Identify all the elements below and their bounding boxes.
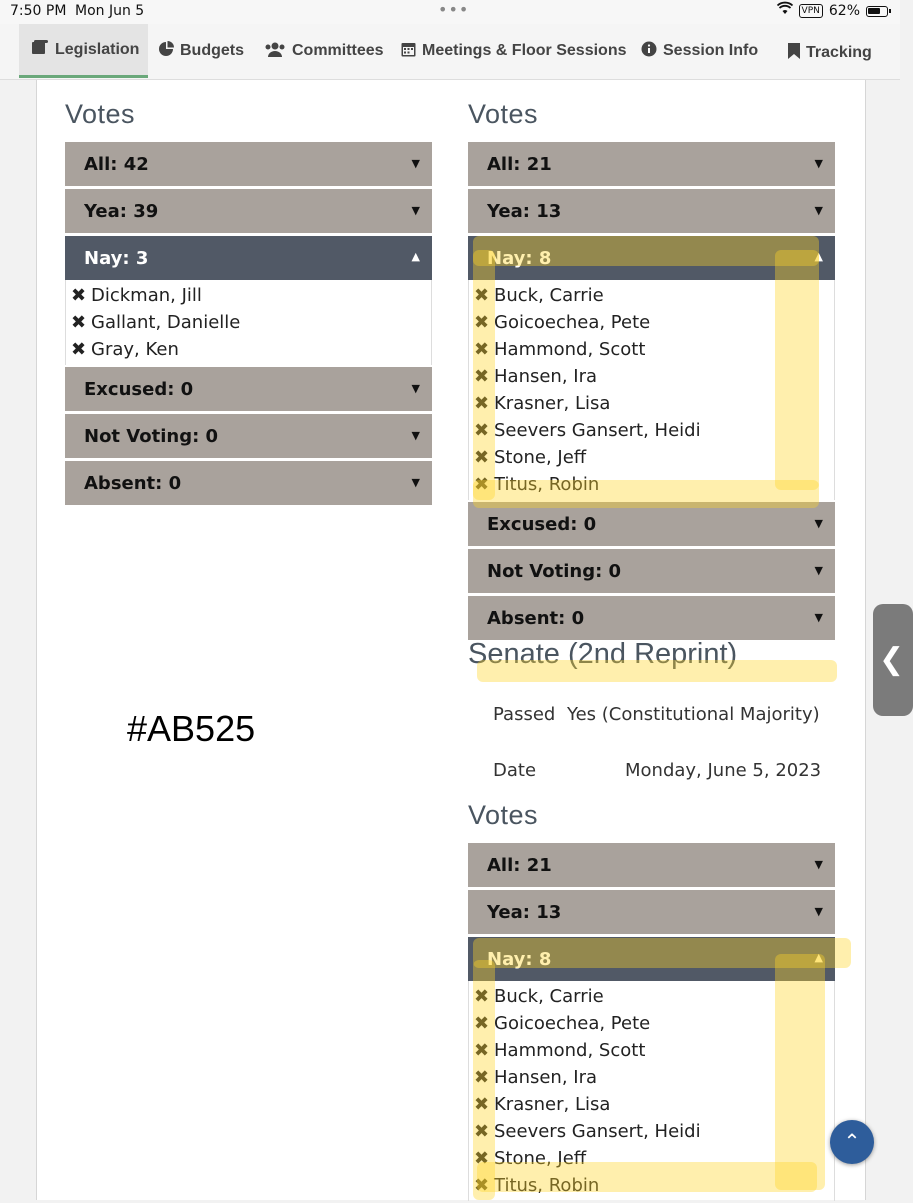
nav-label: Session Info xyxy=(663,42,759,59)
member-name: Seevers Gansert, Heidi xyxy=(494,1121,701,1142)
member-name: Seevers Gansert, Heidi xyxy=(494,420,701,441)
nay-members-list xyxy=(65,280,432,365)
member-name: Hammond, Scott xyxy=(494,339,646,360)
x-icon: ✖ xyxy=(473,1148,490,1169)
nay-members-list xyxy=(468,981,835,1201)
x-icon: ✖ xyxy=(473,474,490,495)
caret-up-icon: ▲ xyxy=(814,951,823,964)
list-item xyxy=(473,1010,834,1037)
list-item xyxy=(473,336,834,363)
status-time: 7:50 PM xyxy=(10,3,67,19)
nav-label: Legislation xyxy=(55,40,140,58)
status-date: Mon Jun 5 xyxy=(75,3,145,19)
x-icon: ✖ xyxy=(473,366,490,387)
x-icon: ✖ xyxy=(473,1013,490,1034)
member-name: Krasner, Lisa xyxy=(494,393,611,414)
acc-label: Absent: 0 xyxy=(487,607,585,629)
caret-down-icon: ▼ xyxy=(814,858,823,871)
vote-yea-toggle[interactable] xyxy=(65,189,432,233)
x-icon: ✖ xyxy=(473,1121,490,1142)
users-icon xyxy=(264,42,286,61)
chevron-left-icon: ❮ xyxy=(879,642,905,677)
member-name: Gray, Ken xyxy=(91,339,179,360)
date-value: Monday, June 5, 2023 xyxy=(625,760,822,781)
list-item xyxy=(70,309,431,336)
passed-label: Passed xyxy=(493,704,556,725)
list-item xyxy=(473,390,834,417)
member-name: Dickman, Jill xyxy=(91,285,202,306)
list-item xyxy=(473,282,834,309)
vote-nay-toggle[interactable] xyxy=(468,236,835,280)
member-name: Buck, Carrie xyxy=(494,986,604,1007)
x-icon: ✖ xyxy=(473,447,490,468)
multitasking-dots-icon[interactable]: ••• xyxy=(438,0,470,19)
vote-all-toggle[interactable] xyxy=(468,142,835,186)
pie-chart-icon xyxy=(158,41,174,61)
x-icon: ✖ xyxy=(473,1094,490,1115)
member-name: Hansen, Ira xyxy=(494,366,598,387)
caret-down-icon: ▼ xyxy=(814,204,823,217)
caret-down-icon: ▼ xyxy=(814,905,823,918)
votes-heading: Votes xyxy=(468,800,539,830)
nay-members-list xyxy=(468,280,835,500)
vote-nay-toggle[interactable] xyxy=(468,937,835,981)
vote-yea-toggle[interactable] xyxy=(468,890,835,934)
caret-down-icon: ▼ xyxy=(411,476,420,489)
acc-label: Not Voting: 0 xyxy=(487,560,622,582)
member-name: Krasner, Lisa xyxy=(494,1094,611,1115)
list-item xyxy=(70,282,431,309)
x-icon: ✖ xyxy=(473,312,490,333)
x-icon: ✖ xyxy=(473,339,490,360)
list-item xyxy=(473,1145,834,1172)
nav-label: Tracking xyxy=(806,44,872,61)
vote-yea-toggle[interactable] xyxy=(468,189,835,233)
x-icon: ✖ xyxy=(70,339,87,360)
main-nav xyxy=(0,24,900,80)
nav-label: Committees xyxy=(292,42,384,59)
x-icon: ✖ xyxy=(473,393,490,414)
member-name: Gallant, Danielle xyxy=(91,312,241,333)
member-name: Titus, Robin xyxy=(494,1175,600,1196)
scroll-icon xyxy=(31,40,49,60)
nav-meetings[interactable] xyxy=(401,24,626,78)
acc-label: Absent: 0 xyxy=(84,472,182,494)
vote-all-toggle[interactable] xyxy=(468,843,835,887)
member-name: Goicoechea, Pete xyxy=(494,1013,651,1034)
nav-budgets[interactable] xyxy=(158,24,244,78)
x-icon: ✖ xyxy=(473,1067,490,1088)
acc-label: Nay: 8 xyxy=(487,247,552,269)
member-name: Buck, Carrie xyxy=(494,285,604,306)
x-icon: ✖ xyxy=(473,1175,490,1196)
bookmark-icon xyxy=(788,43,800,63)
x-icon: ✖ xyxy=(473,986,490,1007)
nav-label: Meetings & Floor Sessions xyxy=(422,42,627,59)
list-item xyxy=(473,471,834,498)
info-icon xyxy=(641,41,657,61)
votes-heading: Votes xyxy=(468,99,539,129)
caret-down-icon: ▼ xyxy=(814,564,823,577)
nav-committees[interactable] xyxy=(264,24,384,78)
date-label: Date xyxy=(493,760,537,781)
right-bottom-votes xyxy=(468,795,835,1203)
battery-icon xyxy=(866,6,888,17)
x-icon: ✖ xyxy=(473,1040,490,1061)
caret-down-icon: ▼ xyxy=(411,382,420,395)
caret-down-icon: ▼ xyxy=(814,157,823,170)
vote-nay-toggle[interactable] xyxy=(65,236,432,280)
acc-label: Yea: 13 xyxy=(487,200,562,222)
x-icon: ✖ xyxy=(70,285,87,306)
vpn-badge: VPN xyxy=(799,4,823,18)
list-item xyxy=(473,1118,834,1145)
double-chevron-up-icon: ⌃ xyxy=(843,1129,861,1153)
list-item xyxy=(473,363,834,390)
nav-label: Budgets xyxy=(180,42,244,59)
list-item xyxy=(473,983,834,1010)
member-name: Hansen, Ira xyxy=(494,1067,598,1088)
scroll-to-top-button[interactable] xyxy=(830,1120,874,1164)
senate-title: Senate (2nd Reprint) xyxy=(468,638,738,670)
x-icon: ✖ xyxy=(70,312,87,333)
vote-absent-toggle[interactable] xyxy=(65,461,432,505)
list-item xyxy=(473,309,834,336)
nav-tracking[interactable] xyxy=(788,26,872,80)
acc-label: Yea: 39 xyxy=(84,200,159,222)
status-bar xyxy=(0,0,900,24)
acc-label: All: 21 xyxy=(487,854,552,876)
caret-down-icon: ▼ xyxy=(411,204,420,217)
acc-label: Yea: 13 xyxy=(487,901,562,923)
x-icon: ✖ xyxy=(473,285,490,306)
right-top-votes xyxy=(468,94,835,643)
vote-absent-toggle[interactable] xyxy=(468,596,835,640)
caret-down-icon: ▼ xyxy=(814,517,823,530)
battery-percent: 62% xyxy=(828,3,860,19)
caret-down-icon: ▼ xyxy=(411,429,420,442)
content-panel xyxy=(36,80,866,1200)
member-name: Stone, Jeff xyxy=(494,447,587,468)
caret-down-icon: ▼ xyxy=(411,157,420,170)
nav-session-info[interactable] xyxy=(641,24,758,78)
list-item xyxy=(473,1172,834,1199)
left-votes xyxy=(65,94,432,508)
vote-excused-toggle[interactable] xyxy=(468,502,835,546)
x-icon: ✖ xyxy=(473,420,490,441)
acc-label: Nay: 3 xyxy=(84,247,149,269)
side-drawer-tab[interactable] xyxy=(873,604,913,716)
member-name: Stone, Jeff xyxy=(494,1148,587,1169)
wifi-icon xyxy=(777,3,793,19)
nav-legislation[interactable] xyxy=(19,24,148,78)
list-item xyxy=(70,336,431,363)
list-item xyxy=(473,444,834,471)
member-name: Titus, Robin xyxy=(494,474,600,495)
acc-label: Excused: 0 xyxy=(487,513,597,535)
acc-label: Not Voting: 0 xyxy=(84,425,219,447)
calendar-icon xyxy=(401,41,416,61)
list-item xyxy=(473,1091,834,1118)
status-right xyxy=(777,3,888,19)
acc-label: Nay: 8 xyxy=(487,948,552,970)
list-item xyxy=(473,1064,834,1091)
vote-excused-toggle[interactable] xyxy=(65,367,432,411)
passed-value: Yes (Constitutional Majority) xyxy=(567,704,820,725)
acc-label: All: 42 xyxy=(84,153,149,175)
vote-not-voting-toggle[interactable] xyxy=(468,549,835,593)
list-item xyxy=(473,417,834,444)
vote-not-voting-toggle[interactable] xyxy=(65,414,432,458)
acc-label: All: 21 xyxy=(487,153,552,175)
caret-down-icon: ▼ xyxy=(814,611,823,624)
caret-up-icon: ▲ xyxy=(814,250,823,263)
votes-heading: Votes xyxy=(65,99,136,129)
acc-label: Excused: 0 xyxy=(84,378,194,400)
vote-all-toggle[interactable] xyxy=(65,142,432,186)
member-name: Hammond, Scott xyxy=(494,1040,646,1061)
member-name: Goicoechea, Pete xyxy=(494,312,651,333)
list-item xyxy=(473,1037,834,1064)
caret-up-icon: ▲ xyxy=(411,250,420,263)
hashtag-annotation: #AB525 xyxy=(127,708,256,749)
